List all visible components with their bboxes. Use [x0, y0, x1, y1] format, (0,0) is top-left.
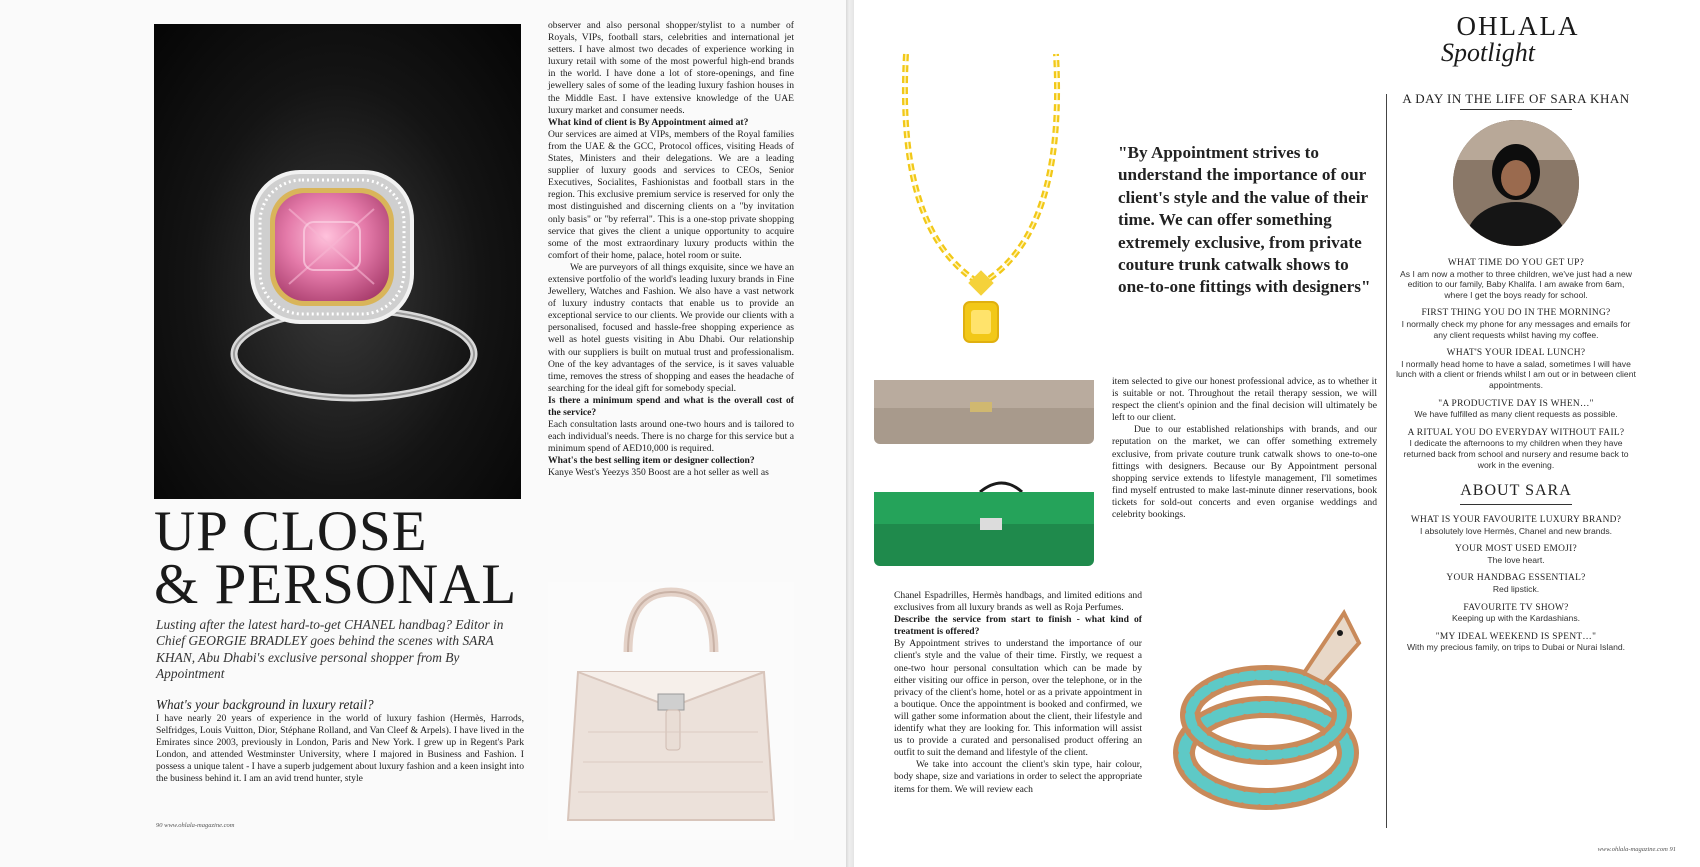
sidebar-question: A RITUAL YOU DO EVERYDAY WITHOUT FAIL? [1407, 427, 1625, 438]
background-question: What's your background in luxury retail? [156, 697, 374, 712]
sara-khan-portrait [1453, 120, 1579, 246]
sidebar-question: WHAT TIME DO YOU GET UP? [1447, 258, 1585, 268]
about-question: YOUR HANDBAG ESSENTIAL? [1446, 573, 1586, 584]
necklace-illustration [886, 34, 1076, 374]
handbag-illustration [548, 582, 794, 840]
qa-item [1392, 399, 1640, 420]
pull-quote: "By Appointment strives to understand the importance of our client's style and the value of their time. We can offer something extremely exclusive, from private couture trunk catwalk shows to one-to-one fittings with designers" [1118, 143, 1371, 297]
about-qa-item [1392, 544, 1640, 565]
article-column-right-2 [894, 590, 1142, 796]
sidebar-answer: I normally head home to have a salad, sometimes I will have lunch with a client or friends whilst I am out or in between client appointments. [1396, 358, 1636, 390]
paragraph: Chanel Espadrilles, Hermès handbags, and limited editions and exclusives from all luxury brands as well as Roja Perfumes. [894, 590, 1142, 614]
brand-title: OHLALA [1456, 11, 1580, 41]
qa-item [1392, 258, 1640, 300]
hermes-clutches-photo [872, 374, 1102, 584]
qa-item [1392, 308, 1640, 340]
pink-diamond-ring-photo [154, 24, 521, 499]
paragraph: Due to our established relationships with brands, and our reputation on the market, we can offer something extremely exclusive, from private couture trunk catwalk shows to one-to-one fittings with designers. Because our By Appointment personal shopping service extends to lifestyle management, I'll sometimes find myself entrusted to make last-minute dinner reservations, book tickets for sold-out concerts and even organise weddings and celebrity bookings. [1112, 424, 1377, 521]
sidebar-answer: I dedicate the afternoons to my children when they have returned back from school and nursery and resume back to work in the evening. [1403, 438, 1629, 470]
paragraph: We take into account the client's skin type, hair colour, body shape, size and variations in order to select the appropriate items for them. We will review each [894, 759, 1142, 795]
headline [154, 500, 554, 616]
sidebar-question: WHAT'S YOUR IDEAL LUNCH? [1446, 348, 1586, 359]
about-qa-item [1392, 573, 1640, 594]
about-answer: Keeping up with the Kardashians. [1451, 613, 1581, 624]
sidebar-title: A DAY IN THE LIFE OF SARA KHAN [1402, 91, 1630, 106]
ring-illustration [154, 24, 521, 499]
standfirst: Lusting after the latest hard-to-get CHANEL handbag? Editor in Chief GEORGIE BRADLEY goes behind the scenes with SARA KHAN, Abu Dhabi's exclusive personal shopper from By Appointment [156, 617, 504, 682]
sidebar-divider [1386, 94, 1387, 828]
about-rule [1460, 504, 1572, 505]
paragraph: Each consultation lasts around one-two hours and is tailored to each individual's needs. There is no charge for this service but a minimum spend of AED10,000 is required. [548, 419, 794, 455]
about-qa-item [1392, 603, 1640, 624]
paragraph: By Appointment strives to understand the importance of our client's style and the value of their time. Firstly, we request a one-two hour personal consultation which can be made by either visiting our office in person, over the telephone, or in the privacy of the client's home, hotel or as a private appointment in a boutique. Once the appointment is booked and confirmed, we will gather some information about the client, their lifestyle and identify what they are looking for. This information will assist us to provide a curated and personalised product offering an outfit to suit the demand and lifestyle of the client. [894, 638, 1142, 759]
page-footer-left: 90 www.ohlala-magazine.com [156, 822, 235, 829]
about-answer: With my precious family, on trips to Dubai or Nurai Island. [1406, 642, 1626, 653]
sidebar [1392, 92, 1640, 653]
paragraph: Our services are aimed at VIPs, members of the Royal families from the UAE & the GCC, Protocol offices, visiting Heads of States, Ministers and their delegations. We are a leading supplier of luxury goods and services to CEOs, Senior Executives, Socialites, Fashionistas and football stars in the region. This exclusive premium service is reserved for only the most distinguished and discerning clients on a "by invitation only basis" or "by referral". This is a one-stop private shopping service that gives the client a unique opportunity to acquire some of the most extraordinary luxury products within the comfort of their home, palace, hotel room or suite. [548, 128, 794, 261]
about-answer: The love heart. [1487, 554, 1545, 565]
about-question: FAVOURITE TV SHOW? [1463, 602, 1569, 613]
left-page [0, 0, 846, 867]
spine-gutter [846, 0, 854, 867]
paragraph: item selected to give our honest professional advice, as to whether it is suitable or not. Throughout the retail therapy session, we will respect the client's opinion and the final decision will ultimately be left to our client. [1112, 376, 1377, 424]
paragraph: Kanye West's Yeezys 350 Boost are a hot seller as well as [548, 467, 769, 479]
question: Describe the service from start to finish - what kind of treatment is offered? [894, 614, 1142, 638]
paragraph: We are purveyors of all things exquisite, since we have an extensive portfolio of the world's leading luxury brands in Fine Jewellery, Watches and Fashion. We also have a vast network of luxury industry contacts that enable us to provide an exceptional service to our clients. We provide our clients with a personalised, focused and hassle-free shopping experience as well as hotel guests visiting in Abu Dhabi. Our relationship with our suppliers is built on mutual trust and professionalism. One of the key advantages of the service, is it saves valuable time, removes the stress of shopping and eases the headache of searching for the ideal gift for somebody special. [548, 261, 794, 394]
page-footer-right: www.ohlala-magazine.com 91 [1597, 846, 1676, 853]
headline-line-1: UP CLOSE [154, 500, 428, 563]
question: Is there a minimum spend and what is the overall cost of the service? [548, 394, 794, 418]
question: What's the best selling item or designer collection? [548, 455, 755, 467]
sidebar-title-rule [1460, 109, 1572, 110]
sidebar-question: FIRST THING YOU DO IN THE MORNING? [1421, 308, 1611, 319]
article-column-2 [548, 20, 794, 480]
avatar [1453, 120, 1579, 246]
right-page [854, 0, 1700, 867]
about-qa-item [1392, 515, 1640, 536]
paragraph: observer and also personal shopper/stylist to a number of Royals, VIPs, football stars, celebrities and international jet setters. I have almost two decades of experience working in luxury retail with some of the most powerful high-end brands in the world. I have done a lot of store-openings, and fine jewellery sales of some of the leading luxury fashion houses in the Middle East. I have extensive knowledge of the UAE luxury market and consumer needs. [548, 20, 794, 116]
serpenti-bracelet-photo [1154, 603, 1379, 843]
brand-subtitle: Spotlight [1441, 38, 1535, 67]
about-question: "MY IDEAL WEEKEND IS SPENT…" [1435, 631, 1597, 642]
sidebar-answer: As I am now a mother to three children, we've just had a new edition to our family, Baby Khalifa. I am awake from 6am, where I get the boys ready for school. [1400, 268, 1632, 300]
about-qa-item [1392, 632, 1640, 653]
clutches-illustration [872, 374, 1102, 584]
headline-line-2: & PERSONAL [154, 553, 518, 616]
birkin-bag-photo [548, 582, 794, 840]
article-column-right-1 [1112, 376, 1377, 521]
ohlala-spotlight-brand [1402, 12, 1634, 66]
yellow-diamond-necklace-photo [886, 34, 1076, 374]
sidebar-answer: I normally check my phone for any messages and emails for any client requests whilst having my coffee. [1401, 318, 1631, 340]
sidebar-answer: We have fulfilled as many client requests as possible. [1414, 409, 1618, 420]
about-answer: I absolutely love Hermès, Chanel and new brands. [1419, 525, 1613, 536]
about-question: WHAT IS YOUR FAVOURITE LUXURY BRAND? [1410, 515, 1622, 526]
sidebar-question: "A PRODUCTIVE DAY IS WHEN…" [1438, 398, 1594, 409]
about-question: YOUR MOST USED EMOJI? [1454, 544, 1578, 555]
question: What kind of client is By Appointment aimed at? [548, 116, 749, 128]
background-answer: I have nearly 20 years of experience in the world of luxury fashion (Hermès, Harrods, Selfridges, Louis Vuitton, Dior, Stéphane Rolland, and Van Cleef & Arpels). I have lived in the Emirates since 2003, previously in London, Paris and New York. I grew up in Regent's Park London, and attended Westminster University, where I majored in Business and Fashion. I possess a unique talent - I have a superb judgement about luxury fashion and a keen insight into the business behind it. I am an avid trend hunter, style [156, 713, 524, 785]
qa-item [1392, 428, 1640, 470]
about-sara-heading: ABOUT SARA [1460, 482, 1572, 500]
qa-item [1392, 348, 1640, 390]
bracelet-illustration [1154, 603, 1379, 843]
about-answer: Red lipstick. [1492, 584, 1540, 595]
